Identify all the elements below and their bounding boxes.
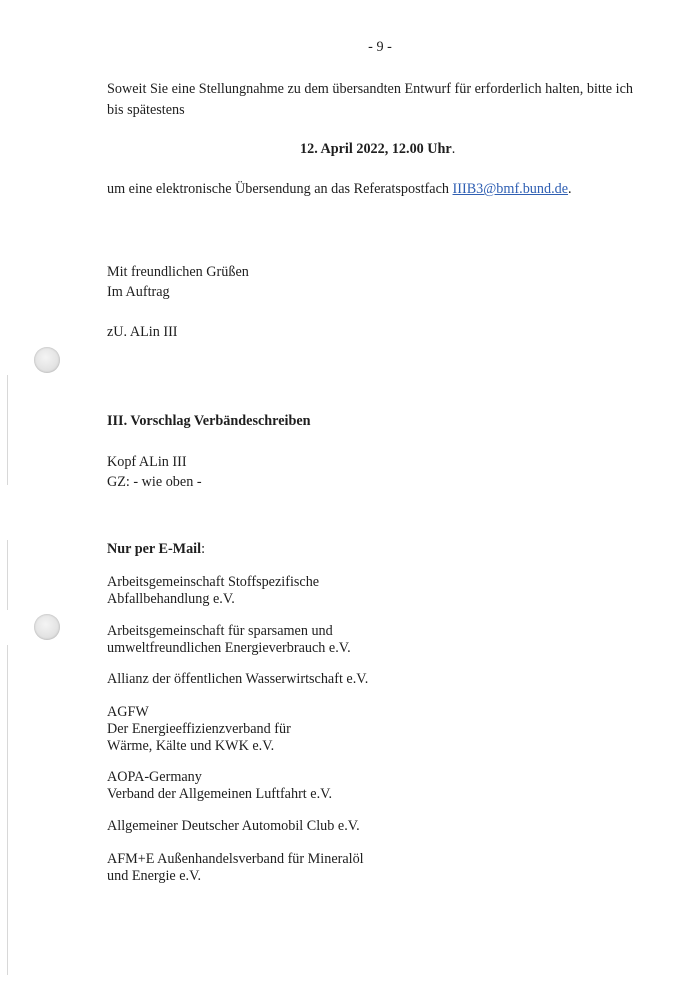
- email-only-label: [107, 540, 205, 558]
- head-line: Kopf ALin III: [107, 454, 187, 470]
- recipient-2-line-2: umweltfreundlichen Energieverbrauch e.V.: [107, 640, 351, 656]
- email-only-colon: :: [201, 541, 206, 557]
- recipient-5-line-2: Verband der Allgemeinen Luftfahrt e.V.: [107, 786, 333, 802]
- recipient-6-line-1: Allgemeiner Deutscher Automobil Club e.V.: [107, 818, 360, 834]
- recipient-4-line-3: Wärme, Kälte und KWK e.V.: [107, 738, 275, 754]
- email-only-text: Nur per E-Mail: [107, 541, 202, 557]
- scan-edge-line-2: [7, 540, 8, 610]
- section-heading: III. Vorschlag Verbändeschreiben: [107, 413, 311, 429]
- request-line: [107, 180, 572, 198]
- punch-hole-top: [34, 347, 60, 373]
- deadline: [300, 140, 455, 158]
- recipient-1-line-2: Abfallbehandlung e.V.: [107, 591, 235, 607]
- recipient-7-line-1: AFM+E Außenhandelsverband für Mineralöl: [107, 851, 364, 867]
- page-number: - 9 -: [368, 39, 392, 55]
- deadline-punct: .: [451, 141, 456, 157]
- closing-order: Im Auftrag: [107, 284, 170, 300]
- intro-line-2: bis spätestens: [107, 102, 185, 118]
- recipient-3-line-1: Allianz der öffentlichen Wasserwirtschaft e.V.: [107, 671, 369, 687]
- gz-line: GZ: - wie oben -: [107, 474, 202, 490]
- recipient-2-line-1: Arbeitsgemeinschaft für sparsamen und: [107, 623, 333, 639]
- recipient-7-line-2: und Energie e.V.: [107, 868, 202, 884]
- closing-greeting: Mit freundlichen Grüßen: [107, 264, 249, 280]
- scan-edge-line-1: [7, 375, 8, 485]
- request-text: um eine elektronische Übersendung an das Referatspostfach: [107, 181, 453, 197]
- scan-edge-line-3: [7, 645, 8, 975]
- recipient-4-line-2: Der Energieeffizienzverband für: [107, 721, 291, 737]
- closing-signature: zU. ALin III: [107, 324, 178, 340]
- email-link[interactable]: IIIB3@bmf.bund.de: [452, 181, 569, 197]
- request-punct: .: [568, 181, 572, 197]
- intro-line-1: Soweit Sie eine Stellungnahme zu dem übersandten Entwurf für erforderlich halten, bitte ich: [107, 81, 633, 97]
- deadline-date: 12. April 2022, 12.00 Uhr: [300, 141, 452, 157]
- punch-hole-bottom: [34, 614, 60, 640]
- recipient-1-line-1: Arbeitsgemeinschaft Stoffspezifische: [107, 574, 320, 590]
- recipient-5-line-1: AOPA-Germany: [107, 769, 202, 785]
- recipient-4-line-1: AGFW: [107, 704, 149, 720]
